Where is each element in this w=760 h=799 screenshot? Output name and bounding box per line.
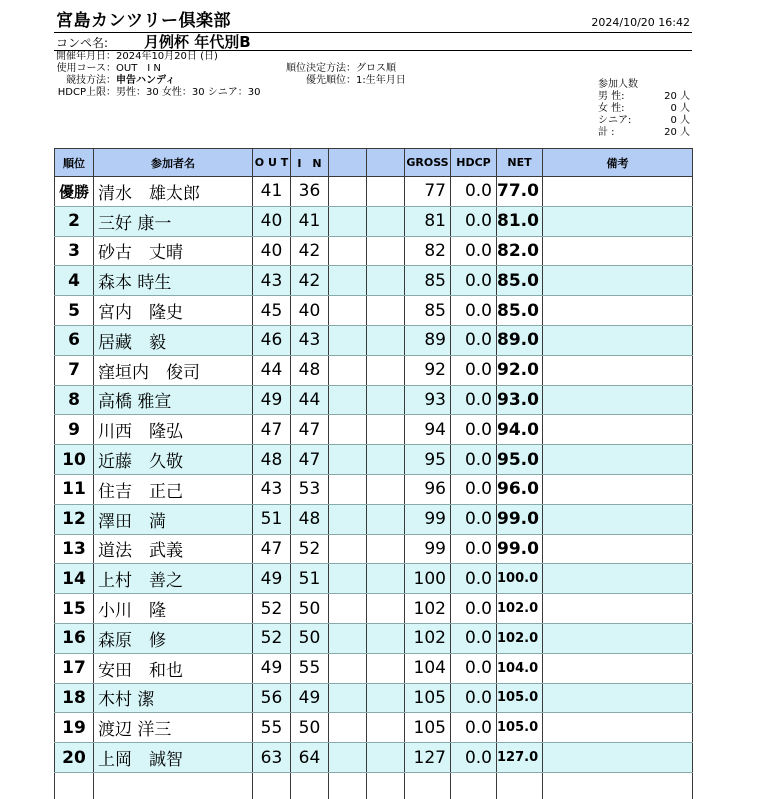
participant-count-title: 参加人数 <box>598 79 638 90</box>
cell-blank <box>367 653 405 683</box>
cell-remarks <box>543 355 693 385</box>
cell-gross: 95 <box>405 445 451 475</box>
cell-blank <box>367 474 405 504</box>
cell-gross: 127 <box>405 743 451 773</box>
table-row <box>55 504 693 534</box>
cell-blank <box>329 474 367 504</box>
participant-count-row: 計 : 20 人 <box>598 127 690 138</box>
cell-hdcp: 0.0 <box>451 534 497 564</box>
cell-rank: 優勝 <box>55 177 94 207</box>
col-net: NET <box>497 149 543 177</box>
cell-gross: 105 <box>405 713 451 743</box>
cell-blank <box>367 445 405 475</box>
cell-in: 52 <box>291 534 329 564</box>
info-hdcp: HDCP上限：男性：30 女性：30 シニア：30 <box>57 87 261 98</box>
info-method: 競技方法：申告ハンディ <box>66 75 176 86</box>
cell-hdcp: 0.0 <box>451 653 497 683</box>
cell-blank <box>329 683 367 713</box>
table-row <box>55 623 693 653</box>
cell-rank: 4 <box>55 266 94 296</box>
cell-remarks <box>543 236 693 266</box>
cell-net: 95.0 <box>497 445 543 475</box>
cell-blank <box>367 206 405 236</box>
cell-rank: 12 <box>55 504 94 534</box>
cell-net: 81.0 <box>497 206 543 236</box>
cell-rank: 18 <box>55 683 94 713</box>
cell-remarks <box>543 653 693 683</box>
cell-name: 宮内 隆史 <box>94 296 253 326</box>
cell-blank <box>329 564 367 594</box>
table-header-row <box>55 149 693 177</box>
cell-rank: 8 <box>55 385 94 415</box>
cell-out: 41 <box>253 177 291 207</box>
cell-out: 49 <box>253 564 291 594</box>
cell-blank <box>329 206 367 236</box>
cell-hdcp: 0.0 <box>451 713 497 743</box>
cell-name: 三好 康一 <box>94 206 253 236</box>
cell-name: 上岡 誠智 <box>94 743 253 773</box>
cell-empty <box>451 772 497 799</box>
table-row <box>55 743 693 773</box>
cell-rank: 5 <box>55 296 94 326</box>
cell-gross: 92 <box>405 355 451 385</box>
cell-net: 92.0 <box>497 355 543 385</box>
cell-empty <box>405 772 451 799</box>
cell-blank <box>329 445 367 475</box>
cell-name: 澤田 満 <box>94 504 253 534</box>
cell-hdcp: 0.0 <box>451 594 497 624</box>
table-row <box>55 296 693 326</box>
cell-out: 52 <box>253 594 291 624</box>
cell-in: 43 <box>291 325 329 355</box>
cell-rank: 17 <box>55 653 94 683</box>
club-name: 宮島カンツリー倶楽部 <box>56 11 231 31</box>
table-row <box>55 564 693 594</box>
cell-remarks <box>543 743 693 773</box>
cell-in: 42 <box>291 266 329 296</box>
cell-empty <box>543 772 693 799</box>
info-date: 開催年月日：2024年10月20日 (日) <box>56 51 218 62</box>
cell-net: 89.0 <box>497 325 543 355</box>
cell-name: 小川 隆 <box>94 594 253 624</box>
cell-name: 高橋 雅宣 <box>94 385 253 415</box>
table-row <box>55 534 693 564</box>
cell-rank: 14 <box>55 564 94 594</box>
table-row <box>55 474 693 504</box>
cell-blank <box>367 236 405 266</box>
cell-out: 47 <box>253 415 291 445</box>
cell-blank <box>329 177 367 207</box>
cell-name: 上村 善之 <box>94 564 253 594</box>
col-blank-1 <box>329 149 367 177</box>
col-rank: 順位 <box>55 149 94 177</box>
cell-in: 55 <box>291 653 329 683</box>
col-out: O U T <box>253 149 291 177</box>
cell-out: 48 <box>253 445 291 475</box>
cell-in: 41 <box>291 206 329 236</box>
cell-remarks <box>543 385 693 415</box>
cell-blank <box>329 385 367 415</box>
cell-remarks <box>543 683 693 713</box>
table-row <box>55 594 693 624</box>
cell-net: 94.0 <box>497 415 543 445</box>
cell-remarks <box>543 325 693 355</box>
cell-in: 44 <box>291 385 329 415</box>
cell-hdcp: 0.0 <box>451 177 497 207</box>
cell-out: 43 <box>253 266 291 296</box>
cell-remarks <box>543 296 693 326</box>
table-row <box>55 355 693 385</box>
cell-hdcp: 0.0 <box>451 474 497 504</box>
cell-net: 105.0 <box>497 713 543 743</box>
table-row <box>55 177 693 207</box>
cell-remarks <box>543 594 693 624</box>
competition-name: 月例杯 年代別B <box>144 33 251 51</box>
cell-in: 42 <box>291 236 329 266</box>
cell-net: 102.0 <box>497 623 543 653</box>
cell-blank <box>367 594 405 624</box>
cell-in: 49 <box>291 683 329 713</box>
cell-remarks <box>543 534 693 564</box>
cell-rank: 10 <box>55 445 94 475</box>
cell-blank <box>367 296 405 326</box>
cell-blank <box>329 415 367 445</box>
cell-rank: 13 <box>55 534 94 564</box>
participant-count-row: 女 性: 0 人 <box>598 103 690 114</box>
cell-blank <box>367 534 405 564</box>
cell-hdcp: 0.0 <box>451 325 497 355</box>
cell-in: 47 <box>291 445 329 475</box>
cell-name: 森原 修 <box>94 623 253 653</box>
cell-rank: 7 <box>55 355 94 385</box>
cell-name: 砂古 丈晴 <box>94 236 253 266</box>
cell-blank <box>367 683 405 713</box>
cell-hdcp: 0.0 <box>451 296 497 326</box>
table-row <box>55 206 693 236</box>
cell-out: 47 <box>253 534 291 564</box>
cell-blank <box>367 743 405 773</box>
cell-remarks <box>543 564 693 594</box>
cell-remarks <box>543 177 693 207</box>
cell-in: 50 <box>291 713 329 743</box>
cell-name: 木村 潔 <box>94 683 253 713</box>
participant-count-row: シニア: 0 人 <box>598 115 690 126</box>
cell-empty <box>329 772 367 799</box>
cell-net: 85.0 <box>497 296 543 326</box>
cell-gross: 94 <box>405 415 451 445</box>
cell-out: 55 <box>253 713 291 743</box>
col-in: I N <box>291 149 329 177</box>
cell-name: 近藤 久敬 <box>94 445 253 475</box>
cell-out: 43 <box>253 474 291 504</box>
cell-blank <box>367 355 405 385</box>
cell-blank <box>329 743 367 773</box>
cell-hdcp: 0.0 <box>451 683 497 713</box>
cell-blank <box>329 713 367 743</box>
cell-blank <box>329 594 367 624</box>
cell-remarks <box>543 713 693 743</box>
col-name: 参加者名 <box>94 149 253 177</box>
competition-label: コンペ名: <box>56 36 109 50</box>
cell-rank: 11 <box>55 474 94 504</box>
cell-rank: 3 <box>55 236 94 266</box>
cell-rank: 2 <box>55 206 94 236</box>
cell-net: 77.0 <box>497 177 543 207</box>
results-table <box>54 148 693 799</box>
cell-gross: 105 <box>405 683 451 713</box>
printed-timestamp: 2024/10/20 16:42 <box>591 16 690 29</box>
cell-out: 46 <box>253 325 291 355</box>
cell-name: 渡辺 洋三 <box>94 713 253 743</box>
cell-hdcp: 0.0 <box>451 355 497 385</box>
cell-rank: 6 <box>55 325 94 355</box>
cell-name: 住吉 正己 <box>94 474 253 504</box>
table-row <box>55 683 693 713</box>
cell-out: 40 <box>253 206 291 236</box>
cell-remarks <box>543 474 693 504</box>
cell-name: 川西 隆弘 <box>94 415 253 445</box>
col-hdcp: HDCP <box>451 149 497 177</box>
cell-in: 48 <box>291 355 329 385</box>
cell-hdcp: 0.0 <box>451 266 497 296</box>
cell-net: 102.0 <box>497 594 543 624</box>
cell-hdcp: 0.0 <box>451 445 497 475</box>
cell-out: 49 <box>253 385 291 415</box>
cell-gross: 85 <box>405 296 451 326</box>
cell-out: 49 <box>253 653 291 683</box>
cell-gross: 93 <box>405 385 451 415</box>
cell-blank <box>329 296 367 326</box>
cell-rank: 16 <box>55 623 94 653</box>
cell-empty <box>253 772 291 799</box>
cell-hdcp: 0.0 <box>451 236 497 266</box>
cell-blank <box>367 385 405 415</box>
cell-name: 森本 時生 <box>94 266 253 296</box>
table-row <box>55 236 693 266</box>
table-row <box>55 653 693 683</box>
cell-gross: 82 <box>405 236 451 266</box>
cell-hdcp: 0.0 <box>451 415 497 445</box>
cell-gross: 99 <box>405 534 451 564</box>
table-row <box>55 713 693 743</box>
cell-out: 51 <box>253 504 291 534</box>
table-row <box>55 445 693 475</box>
event-info <box>56 51 261 99</box>
cell-blank <box>367 623 405 653</box>
cell-hdcp: 0.0 <box>451 743 497 773</box>
cell-rank: 19 <box>55 713 94 743</box>
cell-in: 40 <box>291 296 329 326</box>
cell-gross: 100 <box>405 564 451 594</box>
cell-net: 99.0 <box>497 504 543 534</box>
cell-blank <box>329 236 367 266</box>
cell-gross: 81 <box>405 206 451 236</box>
cell-blank <box>367 504 405 534</box>
cell-remarks <box>543 504 693 534</box>
cell-in: 50 <box>291 594 329 624</box>
cell-hdcp: 0.0 <box>451 623 497 653</box>
cell-blank <box>367 415 405 445</box>
cell-in: 36 <box>291 177 329 207</box>
cell-name: 窪垣内 俊司 <box>94 355 253 385</box>
cell-hdcp: 0.0 <box>451 206 497 236</box>
cell-blank <box>329 355 367 385</box>
cell-gross: 102 <box>405 623 451 653</box>
cell-empty <box>55 772 94 799</box>
cell-gross: 96 <box>405 474 451 504</box>
col-gross: GROSS <box>405 149 451 177</box>
cell-remarks <box>543 266 693 296</box>
cell-out: 63 <box>253 743 291 773</box>
cell-remarks <box>543 623 693 653</box>
cell-out: 40 <box>253 236 291 266</box>
competition-line <box>54 32 692 51</box>
cell-out: 45 <box>253 296 291 326</box>
table-row <box>55 325 693 355</box>
cell-blank <box>329 504 367 534</box>
cell-out: 44 <box>253 355 291 385</box>
cell-in: 51 <box>291 564 329 594</box>
participant-count <box>598 79 690 139</box>
cell-net: 85.0 <box>497 266 543 296</box>
cell-gross: 104 <box>405 653 451 683</box>
cell-hdcp: 0.0 <box>451 385 497 415</box>
cell-in: 50 <box>291 623 329 653</box>
cell-gross: 77 <box>405 177 451 207</box>
cell-blank <box>329 325 367 355</box>
table-row <box>55 266 693 296</box>
cell-in: 53 <box>291 474 329 504</box>
cell-in: 64 <box>291 743 329 773</box>
cell-empty <box>291 772 329 799</box>
cell-blank <box>329 653 367 683</box>
cell-empty <box>497 772 543 799</box>
cell-remarks <box>543 445 693 475</box>
col-remarks: 備考 <box>543 149 693 177</box>
cell-blank <box>329 623 367 653</box>
table-row <box>55 385 693 415</box>
cell-name: 道法 武義 <box>94 534 253 564</box>
cell-out: 52 <box>253 623 291 653</box>
cell-name: 安田 和也 <box>94 653 253 683</box>
cell-name: 清水 雄太郎 <box>94 177 253 207</box>
cell-hdcp: 0.0 <box>451 504 497 534</box>
ranking-info <box>256 63 406 87</box>
cell-remarks <box>543 206 693 236</box>
cell-blank <box>367 713 405 743</box>
cell-blank <box>329 534 367 564</box>
cell-in: 48 <box>291 504 329 534</box>
cell-net: 127.0 <box>497 743 543 773</box>
cell-name: 居藏 毅 <box>94 325 253 355</box>
cell-empty <box>94 772 253 799</box>
cell-blank <box>367 325 405 355</box>
cell-blank <box>329 266 367 296</box>
table-filler-row <box>55 772 693 799</box>
cell-rank: 9 <box>55 415 94 445</box>
cell-net: 105.0 <box>497 683 543 713</box>
col-blank-2 <box>367 149 405 177</box>
info-course: 使用コース：OUT I N <box>56 63 161 74</box>
table-row <box>55 415 693 445</box>
cell-in: 47 <box>291 415 329 445</box>
info-priority: 優先順位：1:生年月日 <box>306 75 406 86</box>
cell-net: 99.0 <box>497 534 543 564</box>
cell-net: 100.0 <box>497 564 543 594</box>
cell-empty <box>367 772 405 799</box>
cell-gross: 99 <box>405 504 451 534</box>
cell-blank <box>367 266 405 296</box>
cell-out: 56 <box>253 683 291 713</box>
info-rank-rule: 順位決定方法：グロス順 <box>286 63 396 74</box>
cell-gross: 89 <box>405 325 451 355</box>
participant-count-row: 男 性: 20 人 <box>598 91 690 102</box>
cell-hdcp: 0.0 <box>451 564 497 594</box>
cell-rank: 15 <box>55 594 94 624</box>
cell-net: 104.0 <box>497 653 543 683</box>
cell-gross: 102 <box>405 594 451 624</box>
cell-remarks <box>543 415 693 445</box>
cell-net: 82.0 <box>497 236 543 266</box>
cell-net: 96.0 <box>497 474 543 504</box>
cell-blank <box>367 177 405 207</box>
cell-gross: 85 <box>405 266 451 296</box>
cell-blank <box>367 564 405 594</box>
cell-net: 93.0 <box>497 385 543 415</box>
cell-rank: 20 <box>55 743 94 773</box>
